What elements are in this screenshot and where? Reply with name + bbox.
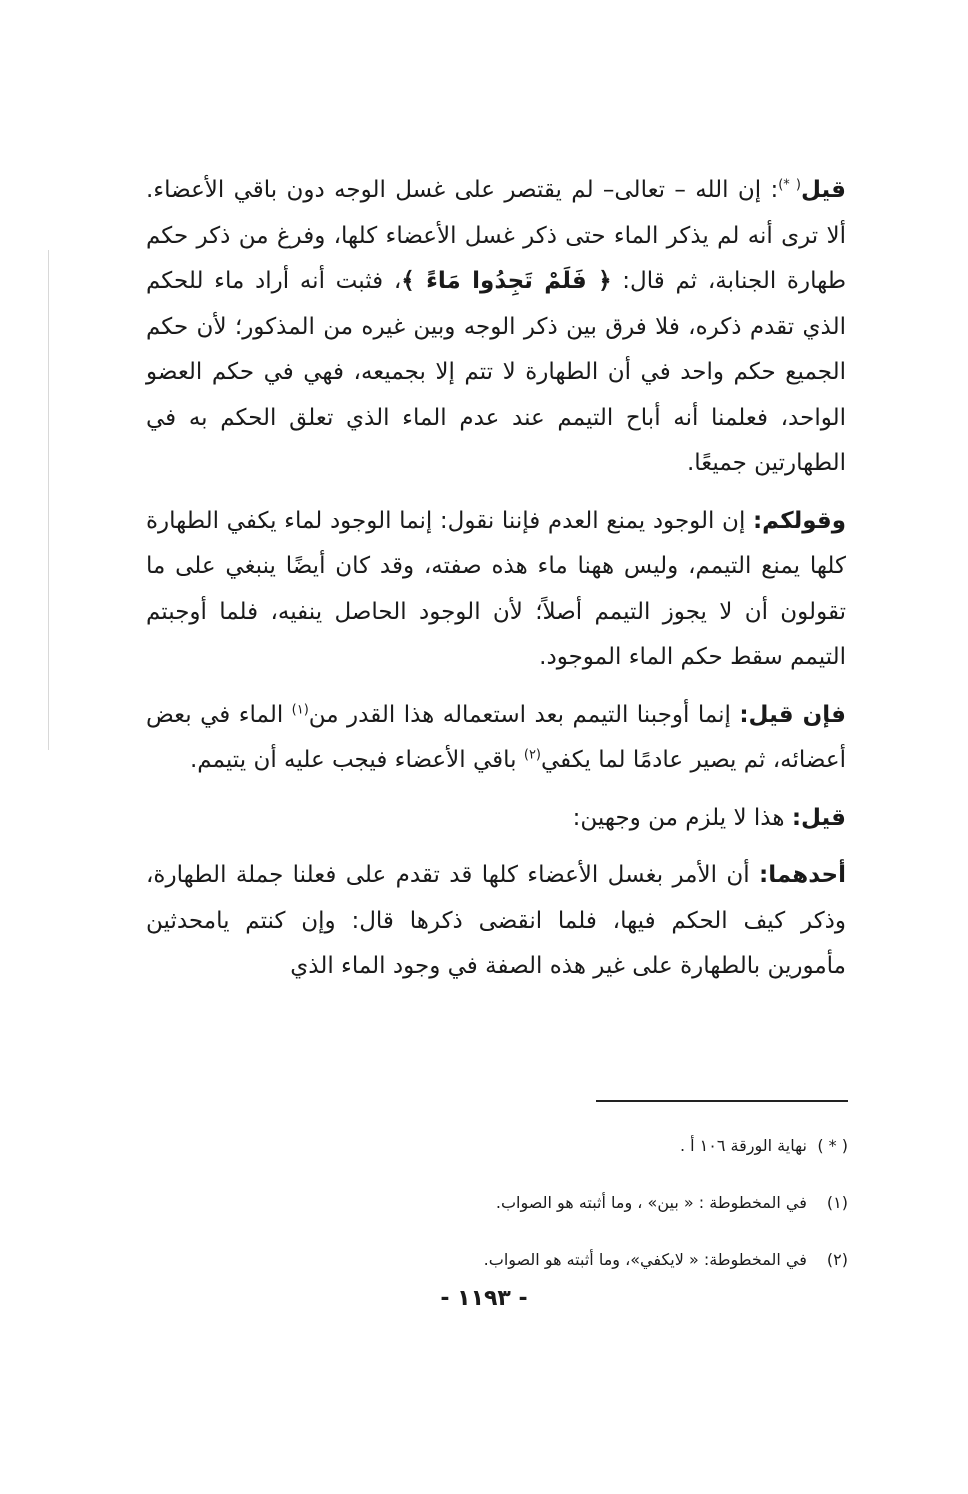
footnote-star-marker: ( * ) xyxy=(817,1136,848,1155)
paragraph-4-lead: قيل: xyxy=(791,804,846,831)
page-edge-line xyxy=(48,250,49,750)
paragraph-1 xyxy=(146,168,846,487)
footnote-divider xyxy=(596,1100,848,1102)
footnote-ref-1: (١) xyxy=(291,701,309,717)
footnote-ref-2: (٢) xyxy=(523,747,541,763)
paragraph-1-text: : إن الله – تعالى– لم يقتصر على غسل الوجه دون باقي الأعضاء. ألا ترى أنه لم يذكر الماء حتى ذكر غسل الأعضاء كلها، وفرغ من ذكر حكم طهارة الجنابة، ثم قال: xyxy=(146,177,847,294)
main-text xyxy=(146,168,846,1002)
paragraph-5-text: أن الأمر بغسل الأعضاء كلها قد تقدم على فعلنا جملة الطهارة، وذكر كيف الحكم فيها، فلما انقضى ذكرها قال: وإن كنتم يامحدثين مأمورين بالطهارة على غير هذه الصفة في وجود الماء الذي xyxy=(146,862,846,979)
footnotes xyxy=(300,1133,848,1304)
paragraph-1-lead: قيل xyxy=(801,177,846,203)
paragraph-3 xyxy=(146,693,846,784)
paragraph-3-text-1: إنما أوجبنا التيمم بعد استعماله هذا القدر من xyxy=(308,701,740,728)
paragraph-3-text-2: الماء في بعض أعضائه، ثم يصير عادمًا لما يكفي xyxy=(146,701,846,773)
footnote-1-marker: (١) xyxy=(826,1193,848,1212)
footnote-1-text: في المخطوطة : « بين» ، وما أثبته هو الصواب. xyxy=(495,1193,807,1212)
paragraph-3-text-3: باقي الأعضاء فيجب عليه أن يتيمم. xyxy=(189,747,524,773)
paragraph-2-lead: وقولكم: xyxy=(752,507,846,534)
paragraph-1-text-after: ، فثبت أنه أراد ماء للحكم الذي تقدم ذكره، فلا فرق بين ذكر الوجه وبين غيره من المذكور؛ لأن حكم الجميع حكم واحد في أن الطهارة لا تتم إلا بجميعه، فهي في حكم العضو الواحد، فعلمنا أنه أباح التيمم عند عدم الماء الذي تعلق الحكم به في الطهارتين جميعًا. xyxy=(146,268,846,476)
footnote-star-text: نهاية الورقة ١٠٦ أ . xyxy=(679,1136,807,1155)
paragraph-5 xyxy=(146,853,846,990)
paragraph-5-lead: أحدهما: xyxy=(759,862,846,888)
footnote-2-text: في المخطوطة: « لايكفي»، وما أثبته هو الصواب. xyxy=(483,1250,807,1269)
paragraph-1-marker: ( *) xyxy=(778,177,802,193)
footnote-star xyxy=(300,1133,848,1159)
footnote-2 xyxy=(300,1247,848,1273)
paragraph-4 xyxy=(146,796,846,842)
paragraph-3-lead: فإن قيل: xyxy=(739,701,846,728)
footnote-2-marker: (٢) xyxy=(826,1250,848,1269)
page-number: - ١١٩٣ - xyxy=(440,1286,528,1311)
footnote-1 xyxy=(300,1190,848,1216)
paragraph-2 xyxy=(146,499,846,681)
paragraph-2-text: إن الوجود يمنع العدم فإننا نقول: إنما الوجود لماء يكفي الطهارة كلها يمنع التيمم، وليس ههنا ماء هذه صفته، وقد كان أيضًا ينبغي على ما تقولون أن لا يجوز التيمم أصلاً؛ لأن الوجود الحاصل ينفيه، فلما أوجبتم التيمم سقط حكم الماء الموجود. xyxy=(146,507,846,670)
quran-verse: ﴿ فَلَمْ تَجِدُوا مَاءً ﴾ xyxy=(401,268,612,294)
paragraph-4-text: هذا لا يلزم من وجهين: xyxy=(572,804,792,831)
